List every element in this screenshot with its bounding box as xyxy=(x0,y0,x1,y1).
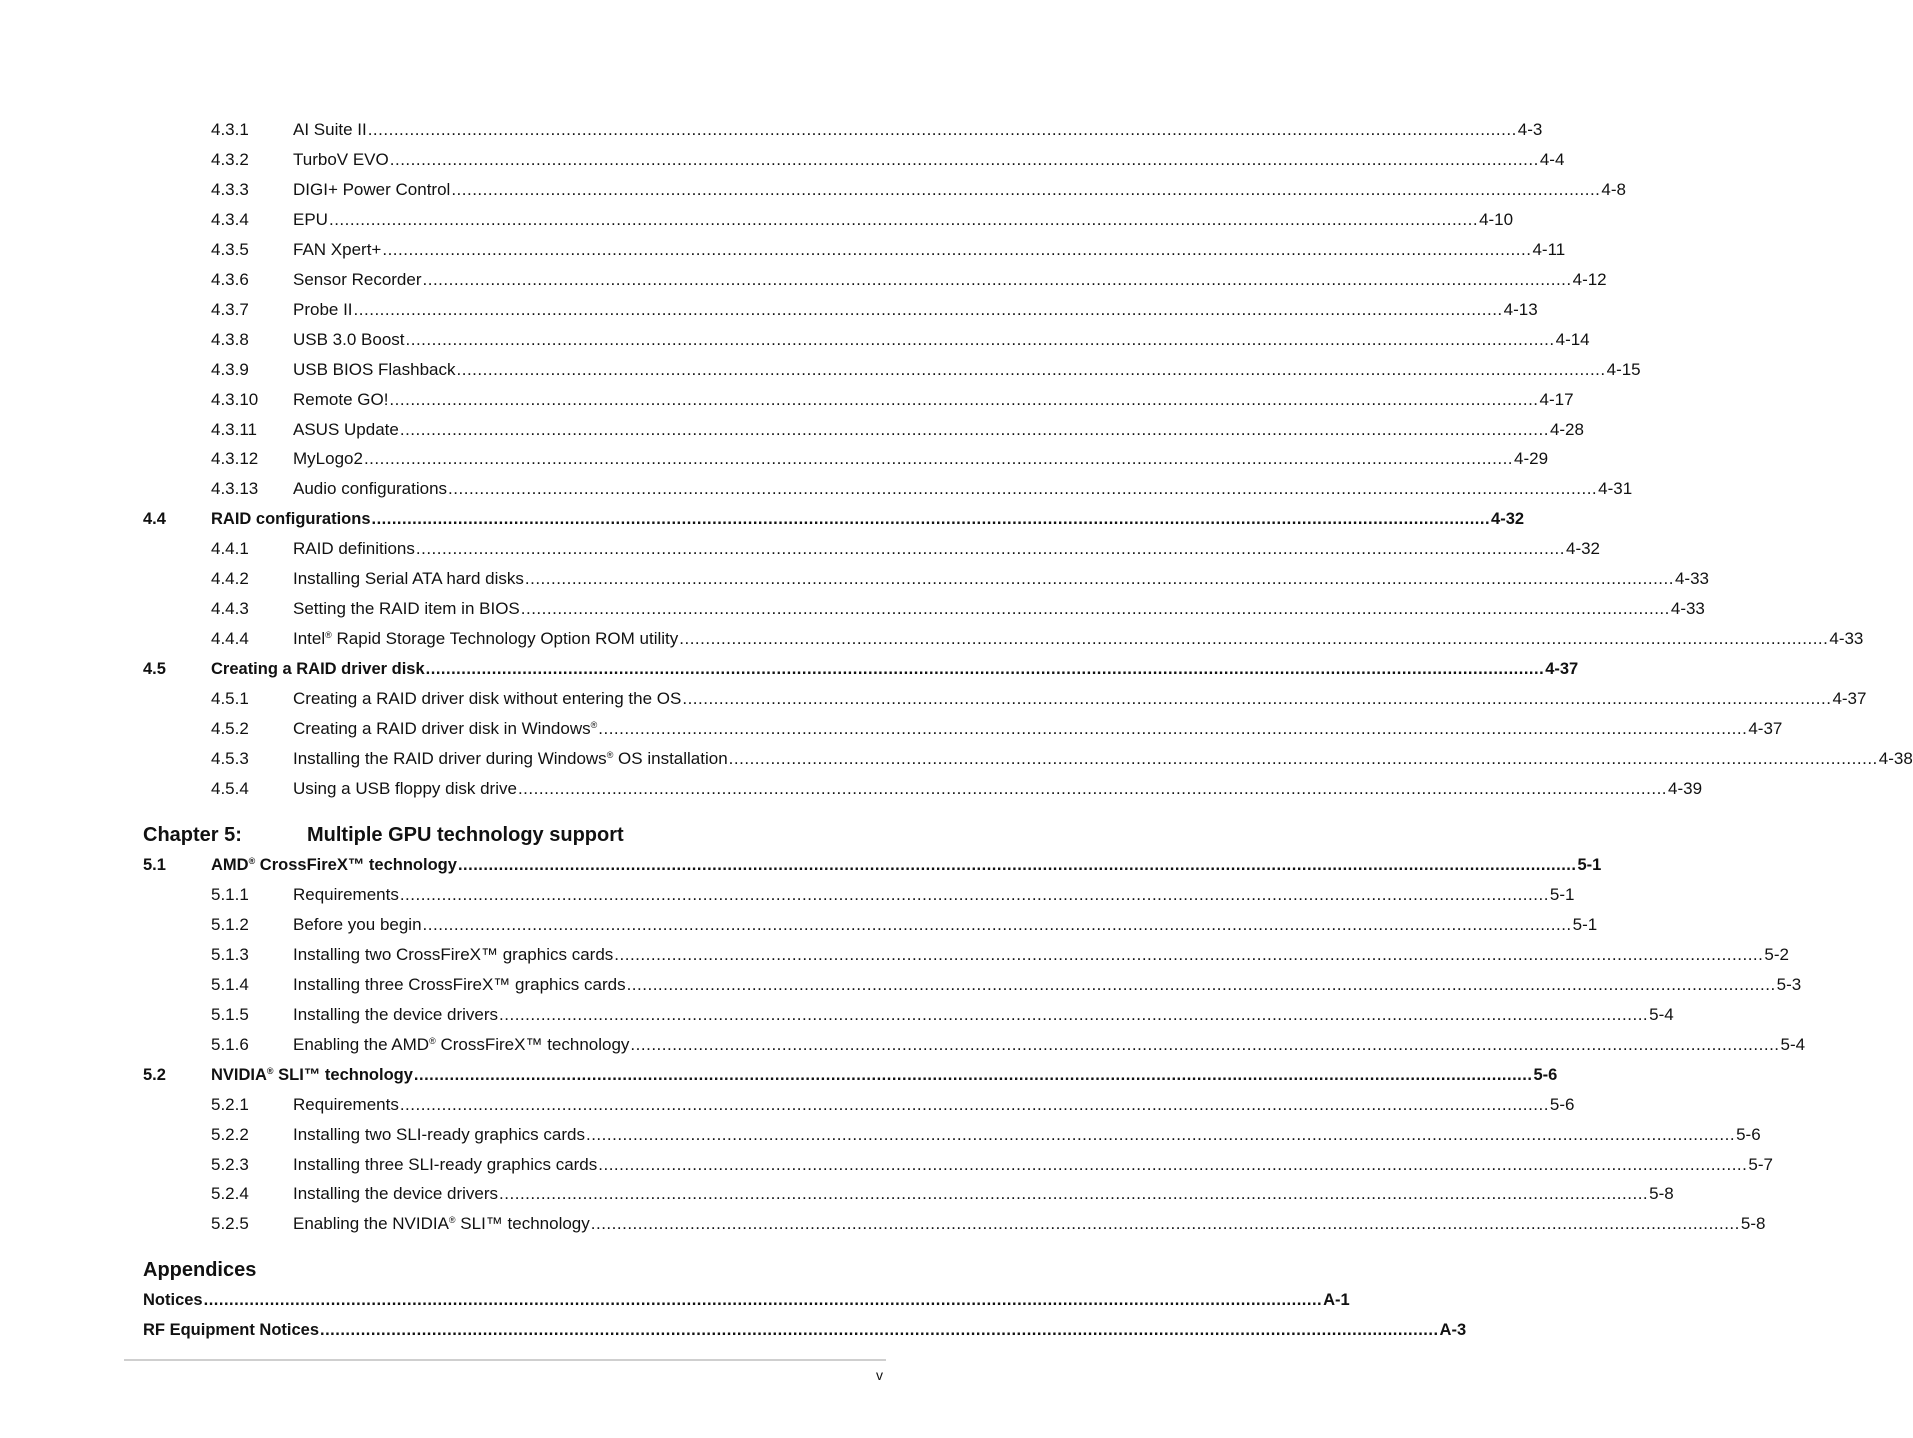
entry-title xyxy=(293,1004,498,1026)
entry-title-text: Enabling the AMD xyxy=(293,1035,430,1054)
dot-leader: ............................................................................................................................................................................................................................ xyxy=(399,885,1549,904)
entry-title xyxy=(293,1213,590,1235)
entry-page: 4-12 xyxy=(1572,270,1607,289)
entry-title xyxy=(293,419,399,441)
entry-title xyxy=(293,359,456,381)
registered-mark: ® xyxy=(606,750,614,760)
dot-leader: ............................................................................................................................................................................................................................ xyxy=(499,1005,1649,1024)
entry-page: 4-3 xyxy=(1517,120,1543,139)
entry-number: 5.2.3 xyxy=(211,1155,249,1174)
toc-entry xyxy=(211,628,1864,650)
dot-leader: ............................................................................................................................................................................................................................ xyxy=(371,510,1491,528)
entry-page: 5-6 xyxy=(1736,1125,1761,1144)
entry-title xyxy=(293,179,450,201)
entry-title-rest: Rapid Storage Technology Option ROM utility xyxy=(331,629,679,648)
entry-number: 4.3.2 xyxy=(211,150,249,169)
toc-entry xyxy=(211,179,1626,201)
dot-leader: ............................................................................................................................................................................................................................ xyxy=(456,360,1606,379)
entry-number: 5.1 xyxy=(143,856,166,874)
entry-title xyxy=(293,1183,498,1205)
dot-leader: ............................................................................................................................................................................................................................ xyxy=(389,390,1539,409)
entry-title-text: Audio configurations xyxy=(293,479,448,498)
dot-leader: ............................................................................................................................................................................................................................ xyxy=(415,539,1565,558)
entry-title xyxy=(211,658,425,680)
entry-title-rest: CrossFireX™ technology xyxy=(435,1035,630,1054)
entry-title xyxy=(143,1319,319,1341)
entry-title-text: AI Suite II xyxy=(293,120,367,139)
entry-title-text: USB 3.0 Boost xyxy=(293,330,405,349)
toc-entry xyxy=(211,478,1633,500)
entry-title xyxy=(293,944,613,966)
dot-leader: ............................................................................................................................................................................................................................ xyxy=(614,945,1764,964)
entry-page: 4-37 xyxy=(1748,719,1783,738)
footer-rule xyxy=(124,1359,886,1361)
entry-title-text: ASUS Update xyxy=(293,420,399,439)
toc-entry xyxy=(211,149,1565,171)
dot-leader: ............................................................................................................................................................................................................................ xyxy=(524,569,1674,588)
entry-title-text: Notices xyxy=(143,1291,203,1309)
entry-page: 5-8 xyxy=(1740,1214,1766,1233)
entry-number: 5.2.4 xyxy=(211,1184,249,1203)
entry-page: 4-33 xyxy=(1670,599,1705,618)
entry-title xyxy=(293,718,597,740)
entry-page: 4-32 xyxy=(1491,510,1525,528)
entry-title-text: FAN Xpert+ xyxy=(293,240,382,259)
dot-leader: ............................................................................................................................................................................................................................ xyxy=(363,449,1514,468)
entry-page: 5-8 xyxy=(1649,1184,1674,1203)
entry-number: 5.1.3 xyxy=(211,945,249,964)
toc-entry xyxy=(211,688,1867,710)
toc-entry xyxy=(143,508,1525,530)
dot-leader: ............................................................................................................................................................................................................................ xyxy=(399,1095,1549,1114)
toc-entry xyxy=(143,854,1602,876)
appendices-heading xyxy=(143,1258,256,1282)
entry-title-text: Before you begin xyxy=(293,915,422,934)
entry-title-text: Installing the device drivers xyxy=(293,1005,499,1024)
entry-title-text: Enabling the NVIDIA xyxy=(293,1214,449,1233)
entry-page: 5-2 xyxy=(1764,945,1789,964)
entry-title xyxy=(293,478,447,500)
entry-title-rest: CrossFireX™ technology xyxy=(255,856,457,874)
entry-page: 4-14 xyxy=(1555,330,1590,349)
entry-number: 5.1.1 xyxy=(211,885,249,904)
entry-title xyxy=(293,914,422,936)
entry-title-text: Installing three CrossFireX™ graphics cards xyxy=(293,975,626,994)
entry-page: 4-28 xyxy=(1549,420,1584,439)
toc-entry xyxy=(143,658,1579,680)
entry-title xyxy=(293,239,381,261)
toc-entry xyxy=(211,269,1607,291)
dot-leader: ............................................................................................................................................................................................................................ xyxy=(425,660,1545,678)
entry-number: 5.2 xyxy=(143,1066,166,1084)
entry-page: 4-39 xyxy=(1668,779,1703,798)
entry-title xyxy=(293,1154,597,1176)
toc-entry xyxy=(211,884,1575,906)
entry-page: 4-13 xyxy=(1503,300,1538,319)
entry-number: 4.3.5 xyxy=(211,240,249,259)
toc-entry xyxy=(211,778,1703,800)
entry-number: 4.5.3 xyxy=(211,749,249,768)
entry-title-text: Installing two CrossFireX™ graphics cards xyxy=(293,945,614,964)
entry-title xyxy=(293,974,626,996)
entry-number: 4.5.4 xyxy=(211,779,249,798)
toc-entry xyxy=(211,1183,1674,1205)
entry-page: 4-32 xyxy=(1565,539,1601,558)
entry-number: 4.3.9 xyxy=(211,360,249,379)
entry-title xyxy=(293,884,399,906)
entry-title-text: Remote GO! xyxy=(293,390,389,409)
toc-entry xyxy=(211,1034,1806,1056)
toc-entry xyxy=(211,944,1789,966)
toc-entry xyxy=(211,209,1514,231)
entry-number: 5.2.2 xyxy=(211,1125,249,1144)
registered-mark: ® xyxy=(429,1036,436,1046)
toc-entry xyxy=(211,598,1705,620)
dot-leader: ............................................................................................................................................................................................................................ xyxy=(328,210,1479,229)
entry-page: A-1 xyxy=(1323,1291,1350,1309)
entry-page: 5-7 xyxy=(1748,1155,1773,1174)
toc-entry xyxy=(211,914,1598,936)
dot-leader: ............................................................................................................................................................................................................................ xyxy=(682,689,1832,708)
entry-title-text: Using a USB floppy disk drive xyxy=(293,779,517,798)
entry-number: 5.2.1 xyxy=(211,1095,249,1114)
dot-leader: ............................................................................................................................................................................................................................ xyxy=(399,420,1549,439)
entry-title-text: Probe II xyxy=(293,300,353,319)
toc-entry xyxy=(211,1124,1761,1146)
entry-page: 4-17 xyxy=(1539,390,1574,409)
chapter-heading xyxy=(143,823,624,847)
entry-page: 4-37 xyxy=(1832,689,1867,708)
entry-page: 4-33 xyxy=(1674,569,1709,588)
entry-number: 4.3.6 xyxy=(211,270,249,289)
dot-leader: ............................................................................................................................................................................................................................ xyxy=(499,1184,1649,1203)
entry-page: 4-8 xyxy=(1601,180,1626,199)
entry-title-text: Intel xyxy=(293,629,326,648)
chapter-title: Multiple GPU technology support xyxy=(307,824,624,846)
toc-entry xyxy=(211,419,1584,441)
entry-title xyxy=(293,329,405,351)
entry-title-rest: OS installation xyxy=(613,749,728,768)
dot-leader: ............................................................................................................................................................................................................................ xyxy=(382,240,1532,259)
entry-title-text: USB BIOS Flashback xyxy=(293,360,456,379)
entry-number: 4.3.3 xyxy=(211,180,249,199)
entry-title-text: Creating a RAID driver disk without entering the OS xyxy=(293,689,682,708)
entry-title-text: RAID configurations xyxy=(211,510,371,528)
entry-page: 4-11 xyxy=(1532,240,1566,259)
entry-number: 4.5.1 xyxy=(211,689,249,708)
entry-number: 4.4.2 xyxy=(211,569,249,588)
entry-title-text: Creating a RAID driver disk in Windows xyxy=(293,719,591,738)
entry-title xyxy=(293,269,422,291)
dot-leader: ............................................................................................................................................................................................................................ xyxy=(457,856,1577,874)
entry-page: 5-1 xyxy=(1572,915,1598,934)
dot-leader: ............................................................................................................................................................................................................................ xyxy=(590,1214,1740,1233)
entry-number: 4.4 xyxy=(143,510,166,528)
dot-leader: ............................................................................................................................................................................................................................ xyxy=(320,1321,1439,1339)
dot-leader: ............................................................................................................................................................................................................................ xyxy=(389,150,1539,169)
entry-title-text: AMD xyxy=(211,856,249,874)
entry-page: 4-38 xyxy=(1878,749,1913,768)
dot-leader: ............................................................................................................................................................................................................................ xyxy=(451,180,1601,199)
entry-title-text: RAID definitions xyxy=(293,539,415,558)
entry-number: 4.3.4 xyxy=(211,210,249,229)
dot-leader: ............................................................................................................................................................................................................................ xyxy=(598,719,1748,738)
entry-title-text: TurboV EVO xyxy=(293,150,389,169)
toc-entry xyxy=(211,329,1590,351)
dot-leader: ............................................................................................................................................................................................................................ xyxy=(630,1035,1780,1054)
entry-number: 5.2.5 xyxy=(211,1214,249,1233)
entry-title-rest: SLI™ technology xyxy=(273,1066,413,1084)
entry-page: 4-10 xyxy=(1479,210,1514,229)
entry-title xyxy=(293,149,389,171)
entry-page: 4-33 xyxy=(1829,629,1864,648)
registered-mark: ® xyxy=(448,1215,456,1225)
entry-title-text: Installing Serial ATA hard disks xyxy=(293,569,524,588)
entry-title-text: Requirements xyxy=(293,1095,399,1114)
entry-title xyxy=(293,1094,399,1116)
toc-entry xyxy=(211,974,1802,996)
entry-title xyxy=(293,628,678,650)
entry-title-text: Installing the device drivers xyxy=(293,1184,499,1203)
registered-mark: ® xyxy=(590,720,598,730)
toc-entry xyxy=(143,1289,1350,1311)
entry-page: 4-4 xyxy=(1539,150,1565,169)
toc-entry xyxy=(211,568,1709,590)
entry-page: 4-37 xyxy=(1545,660,1579,678)
entry-number: 4.4.4 xyxy=(211,629,249,648)
entry-page: 5-6 xyxy=(1533,1066,1558,1084)
dot-leader: ............................................................................................................................................................................................................................ xyxy=(422,915,1572,934)
entry-number: 4.5 xyxy=(143,660,166,678)
entry-title-text: DIGI+ Power Control xyxy=(293,180,451,199)
entry-title-text: Sensor Recorder xyxy=(293,270,422,289)
entry-number: 4.4.1 xyxy=(211,539,249,558)
toc-entry xyxy=(211,359,1641,381)
entry-title-text: EPU xyxy=(293,210,328,229)
dot-leader: ............................................................................................................................................................................................................................ xyxy=(413,1066,1533,1084)
entry-title-text: Setting the RAID item in BIOS xyxy=(293,599,520,618)
entry-number: 4.3.7 xyxy=(211,300,249,319)
dot-leader: ............................................................................................................................................................................................................................ xyxy=(679,629,1829,648)
entry-title xyxy=(293,1124,585,1146)
toc-entry xyxy=(211,748,1913,770)
entry-title-text: Installing two SLI-ready graphics cards xyxy=(293,1125,585,1144)
entry-number: 5.1.4 xyxy=(211,975,249,994)
entry-title-text: Installing the RAID driver during Windows xyxy=(293,749,607,768)
toc-entry xyxy=(211,1213,1766,1235)
entry-title xyxy=(293,299,353,321)
registered-mark: ® xyxy=(325,630,332,640)
entry-title xyxy=(211,854,457,876)
entry-page: 5-1 xyxy=(1549,885,1575,904)
dot-leader: ............................................................................................................................................................................................................................ xyxy=(520,599,1670,618)
dot-leader: ............................................................................................................................................................................................................................ xyxy=(626,975,1776,994)
entry-page: 4-15 xyxy=(1606,360,1641,379)
toc-entry xyxy=(211,299,1538,321)
entry-page: 5-6 xyxy=(1549,1095,1575,1114)
entry-number: 5.1.2 xyxy=(211,915,249,934)
dot-leader: ............................................................................................................................................................................................................................ xyxy=(517,779,1668,798)
entry-number: 4.3.1 xyxy=(211,120,249,139)
entry-page: 5-4 xyxy=(1780,1035,1806,1054)
entry-number: 5.1.6 xyxy=(211,1035,249,1054)
toc-entry xyxy=(211,239,1566,261)
entry-title-rest: SLI™ technology xyxy=(455,1214,590,1233)
entry-title xyxy=(293,778,517,800)
entry-title xyxy=(293,1034,629,1056)
toc-entry xyxy=(211,1094,1575,1116)
entry-title xyxy=(293,448,363,470)
entry-number: 4.3.10 xyxy=(211,390,259,409)
dot-leader: ............................................................................................................................................................................................................................ xyxy=(422,270,1572,289)
toc-entry xyxy=(211,119,1543,141)
entry-number: 4.4.3 xyxy=(211,599,249,618)
entry-title-text: RF Equipment Notices xyxy=(143,1321,320,1339)
toc-entry xyxy=(211,389,1574,411)
dot-leader: ............................................................................................................................................................................................................................ xyxy=(203,1291,1323,1309)
chapter-label: Chapter 5: xyxy=(143,824,242,846)
registered-mark: ® xyxy=(248,856,256,866)
entry-title xyxy=(293,748,728,770)
appendices-title: Appendices xyxy=(143,1259,257,1281)
toc-entry xyxy=(143,1064,1558,1086)
dot-leader: ............................................................................................................................................................................................................................ xyxy=(598,1155,1748,1174)
entry-title-text: Requirements xyxy=(293,885,399,904)
entry-title-text: Installing three SLI-ready graphics cards xyxy=(293,1155,598,1174)
entry-page: 5-1 xyxy=(1577,856,1602,874)
entry-page: A-3 xyxy=(1439,1321,1467,1339)
entry-number: 4.3.11 xyxy=(211,420,258,439)
entry-page: 5-4 xyxy=(1649,1005,1674,1024)
toc-entry xyxy=(143,1319,1467,1341)
entry-title xyxy=(211,1064,413,1086)
entry-title xyxy=(293,598,520,620)
dot-leader: ............................................................................................................................................................................................................................ xyxy=(353,300,1503,319)
entry-number: 4.3.8 xyxy=(211,330,249,349)
dot-leader: ............................................................................................................................................................................................................................ xyxy=(585,1125,1736,1144)
toc-entry xyxy=(211,538,1601,560)
entry-title xyxy=(293,119,367,141)
entry-title xyxy=(293,538,415,560)
entry-number: 4.5.2 xyxy=(211,719,249,738)
entry-number: 5.1.5 xyxy=(211,1005,249,1024)
entry-number: 4.3.13 xyxy=(211,479,259,498)
entry-title xyxy=(211,508,371,530)
entry-title xyxy=(293,568,524,590)
registered-mark: ® xyxy=(266,1066,274,1076)
entry-title-text: MyLogo2 xyxy=(293,449,363,468)
entry-page: 4-31 xyxy=(1598,479,1633,498)
toc-entry xyxy=(211,448,1549,470)
toc-entry xyxy=(211,718,1783,740)
entry-page: 4-29 xyxy=(1514,449,1549,468)
entry-title xyxy=(293,688,681,710)
entry-title xyxy=(293,209,328,231)
entry-number: 4.3.12 xyxy=(211,449,259,468)
entry-title xyxy=(293,389,388,411)
toc-entry xyxy=(211,1004,1674,1026)
dot-leader: ............................................................................................................................................................................................................................ xyxy=(448,479,1598,498)
entry-title-text: Creating a RAID driver disk xyxy=(211,660,425,678)
entry-page: 5-3 xyxy=(1776,975,1802,994)
dot-leader: ............................................................................................................................................................................................................................ xyxy=(367,120,1517,139)
entry-title xyxy=(143,1289,203,1311)
page-number: v xyxy=(876,1367,883,1383)
dot-leader: ............................................................................................................................................................................................................................ xyxy=(405,330,1555,349)
entry-title-text: NVIDIA xyxy=(211,1066,267,1084)
dot-leader: ............................................................................................................................................................................................................................ xyxy=(728,749,1878,768)
toc-entry xyxy=(211,1154,1773,1176)
